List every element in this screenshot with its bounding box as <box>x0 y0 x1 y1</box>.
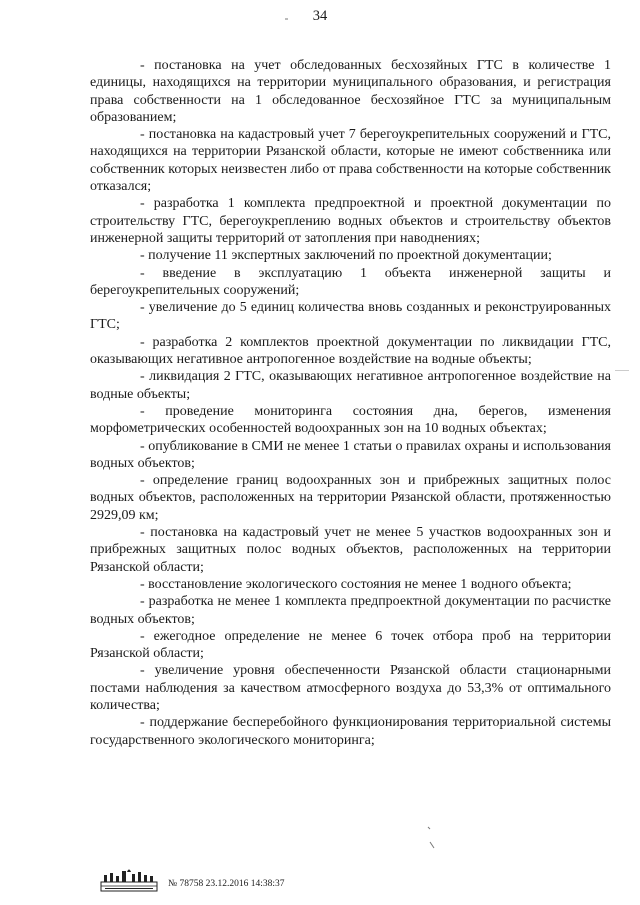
list-item: - разработка 1 комплекта предпроектной и проектной документации по строительству ГТС, берегоукреплению водных объектов и строительству объектов инженерной защиты территорий от затопления при наводнениях; <box>90 196 611 246</box>
scan-artifact-icon <box>420 812 450 852</box>
list-item: - разработка 2 комплектов проектной документации по ликвидации ГТС, оказывающих негативное антропогенное воздействие на водные объекты; <box>90 334 611 368</box>
document-stamp: № 78758 23.12.2016 14:38:37 <box>168 879 285 889</box>
list-item: - опубликование в СМИ не менее 1 статьи о правилах охраны и использования водных объектов; <box>90 438 611 471</box>
list-item: - разработка не менее 1 комплекта предпроектной документации по расчистке водных объектов; <box>90 594 611 627</box>
list-item: - увеличение уровня обеспеченности Рязанской области стационарными постами наблюдения за качеством атмосферного воздуха до 53,3% от оптимального количества; <box>90 663 611 713</box>
list-item: - ликвидация 2 ГТС, оказывающих негативное антропогенное воздействие на водные объекты; <box>90 369 611 402</box>
list-item: - ежегодное определение не менее 6 точек отбора проб на территории Рязанской области; <box>90 628 611 662</box>
list-item: - проведение мониторинга состояния дна, берегов, изменения морфометрических особенностей водоохранных зон на 10 водных объектах; <box>90 403 611 437</box>
scan-dot <box>615 370 629 371</box>
document-body <box>90 57 611 749</box>
list-item: - поддержание бесперебойного функционирования территориальной системы государственного экологического мониторинга; <box>90 715 611 748</box>
list-item: - постановка на учет обследованных бесхозяйных ГТС в количестве 1 единицы, находящихся на территории муниципального образования, и регистрация права собственности на 1 обследованное бесхозяйное ГТС за муниципальным образованием; <box>90 58 611 125</box>
list-item: - увеличение до 5 единиц количества вновь созданных и реконструированных ГТС; <box>90 300 611 333</box>
list-item: - получение 11 экспертных заключений по проектной документации; <box>140 248 552 264</box>
scan-marks <box>420 812 450 857</box>
list-item: - постановка на кадастровый учет 7 берегоукрепительных сооружений и ГТС, находящихся на территории Рязанской области, которые не имеют собственника или собственник которых неизвестен либо от права собственности на которые собственник отказался; <box>90 127 611 195</box>
footer <box>100 866 284 892</box>
government-seal-icon <box>100 866 158 892</box>
list-item: - восстановление экологического состояния не менее 1 водного объекта; <box>140 576 572 592</box>
list-item: - постановка на кадастровый учет не менее 5 участков водоохранных зон и прибрежных защитных полос водных объектов, расположенных на территории Рязанской области; <box>90 525 611 575</box>
list-item: - введение в эксплуатацию 1 объекта инженерной защиты и берегоукрепительных сооружений; <box>90 265 611 298</box>
list-item: - определение границ водоохранных зон и прибрежных защитных полос водных объектов, расположенных на территории Рязанской области, протяженностью 2929,09 км; <box>90 473 611 523</box>
page-number: 34 <box>312 8 328 24</box>
